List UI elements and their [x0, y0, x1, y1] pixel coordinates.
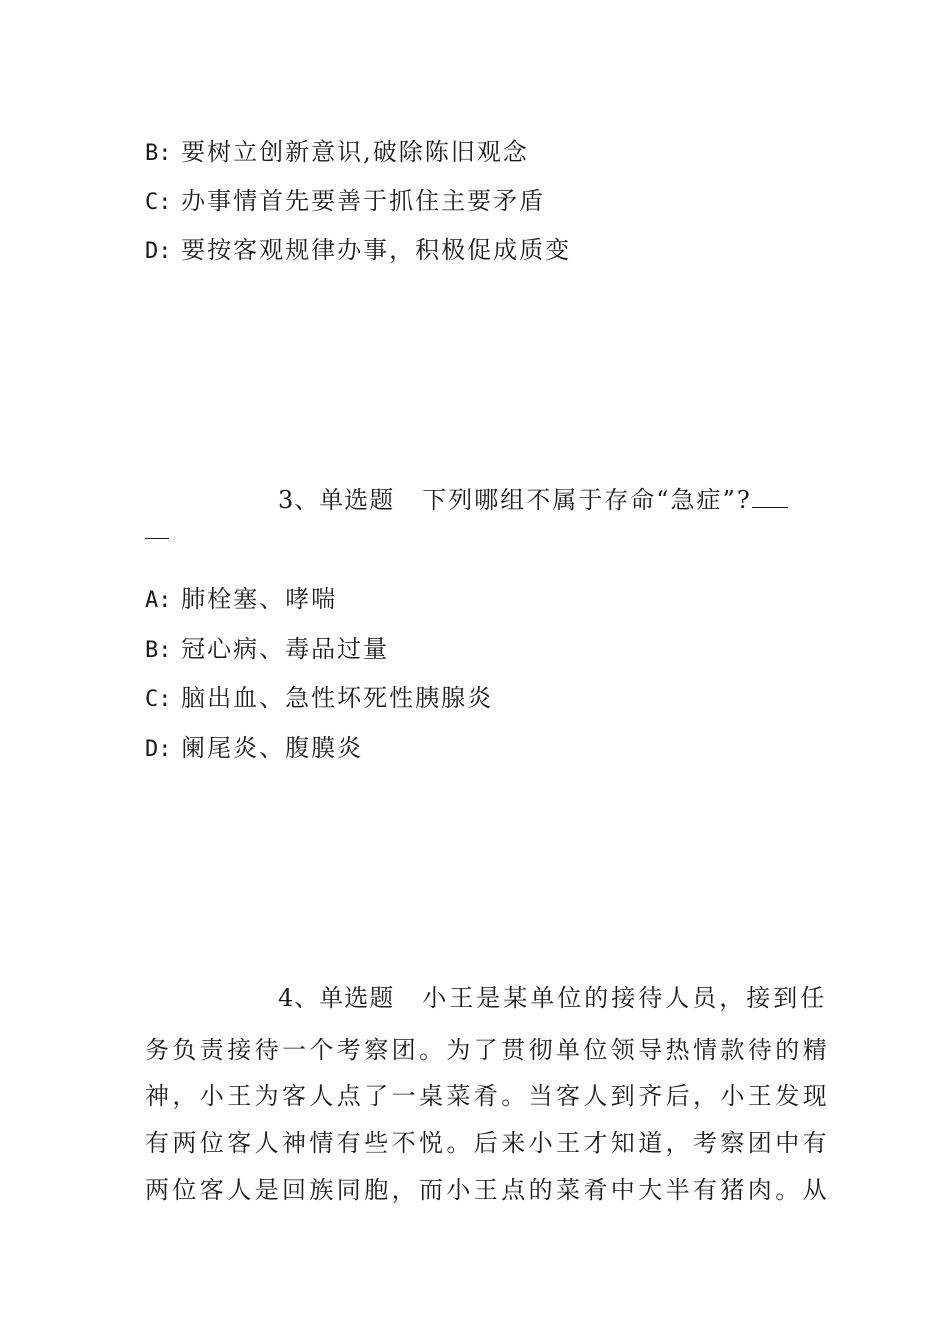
option-text: 阑尾炎、腹膜炎	[181, 734, 364, 762]
answer-blank	[752, 485, 788, 508]
q4-line-4: 两位客人是回族同胞，而小王点的菜肴中大半有猪肉。从	[145, 1176, 830, 1204]
q4-heading	[278, 982, 827, 1014]
option-letter: A:	[145, 588, 172, 613]
option-letter: B:	[145, 141, 172, 166]
question-stem: 下列哪组不属于存命“急症”?	[422, 486, 752, 514]
q4-line-3: 有两位客人神情有些不悦。后来小王才知道，考察团中有	[145, 1129, 830, 1157]
question-number: 3、单选题	[278, 486, 395, 514]
q3-option-a	[145, 583, 337, 617]
option-text: 要按客观规律办事，积极促成质变	[181, 236, 572, 264]
q3-option-b	[145, 633, 389, 667]
option-text: 办事情首先要善于抓住主要矛盾	[181, 187, 546, 215]
q3-option-d	[145, 732, 363, 766]
option-letter: C:	[145, 190, 172, 215]
q3-heading	[278, 484, 788, 516]
q2-option-c	[145, 185, 545, 219]
option-letter: D:	[145, 239, 172, 264]
q4-line-1: 务负责接待一个考察团。为了贯彻单位领导热情款待的精	[145, 1036, 830, 1064]
option-text: 要树立创新意识,破除陈旧观念	[181, 138, 529, 166]
answer-blank-continuation	[145, 538, 169, 539]
question-number: 4、单选题	[278, 984, 395, 1012]
option-text: 脑出血、急性坏死性胰腺炎	[181, 684, 494, 712]
q2-option-d	[145, 234, 571, 268]
option-letter: B:	[145, 638, 172, 663]
option-text: 肺栓塞、哮喘	[181, 585, 338, 613]
option-letter: C:	[145, 687, 172, 712]
option-letter: D:	[145, 737, 172, 762]
option-text: 冠心病、毒品过量	[181, 635, 390, 663]
q2-option-b	[145, 136, 529, 170]
q4-line-2: 神，小王为客人点了一桌菜肴。当客人到齐后，小王发现	[145, 1082, 830, 1110]
q3-option-c	[145, 682, 493, 716]
question-stem-line: 小王是某单位的接待人员，接到任	[422, 984, 828, 1012]
